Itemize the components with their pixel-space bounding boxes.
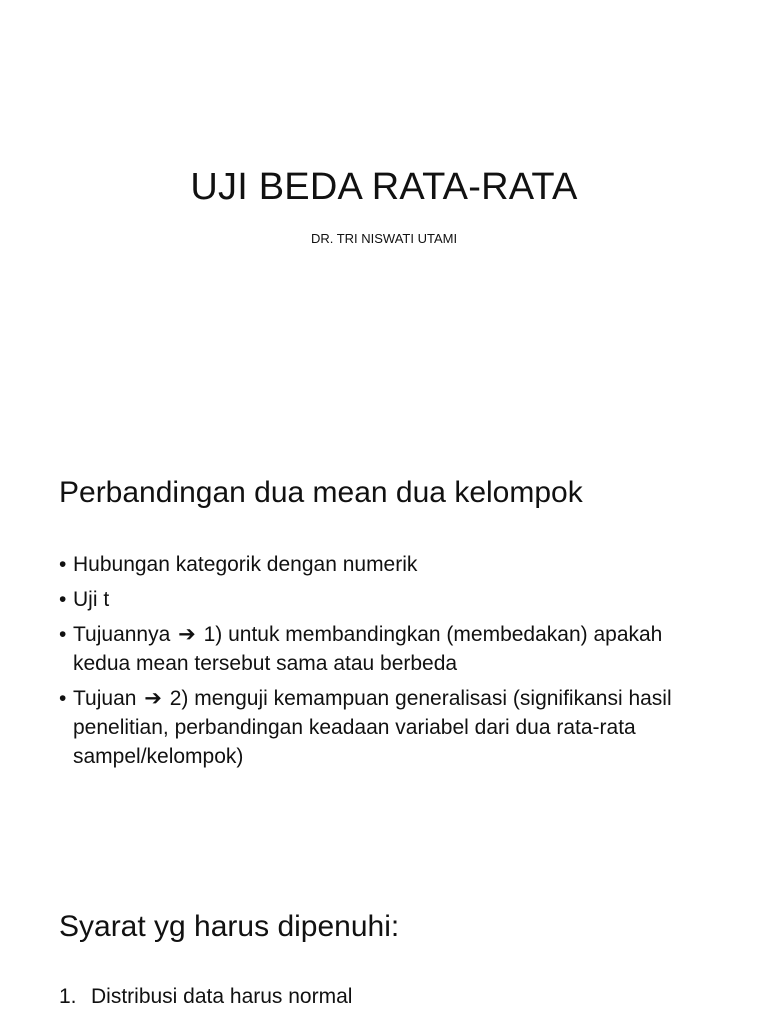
bullet-marker: • bbox=[59, 687, 67, 710]
numbered-list bbox=[59, 982, 719, 1017]
bullet-item bbox=[59, 620, 719, 678]
bullet-item bbox=[59, 684, 719, 771]
right-arrow-icon: ➔ bbox=[178, 623, 196, 646]
bullet-item bbox=[59, 550, 719, 579]
slide-heading: Perbandingan dua mean dua kelompok bbox=[59, 476, 583, 509]
bullet-marker: • bbox=[59, 623, 67, 646]
title-slide bbox=[0, 0, 768, 432]
slide-title: UJI BEDA RATA-RATA bbox=[190, 166, 578, 208]
bullet-lead: Tujuannya bbox=[73, 623, 171, 646]
bullet-marker: • bbox=[59, 553, 67, 576]
list-item bbox=[59, 982, 719, 1011]
bullet-text: 2) menguji kemampuan generalisasi (signifikansi hasil penelitian, perbandingan keadaan variabel dari dua rata-rata sampel/kelompok) bbox=[73, 687, 672, 768]
bullet-item bbox=[59, 585, 719, 614]
bullet-lead: Tujuan bbox=[73, 687, 137, 710]
list-number: 1. bbox=[59, 985, 77, 1008]
list-item-text: Distribusi data harus normal bbox=[91, 985, 353, 1008]
content-slide-comparison bbox=[0, 432, 768, 864]
bullet-text: 1) untuk membandingkan (membedakan) apakah kedua mean tersebut sama atau berbeda bbox=[73, 623, 663, 675]
bullet-marker: • bbox=[59, 588, 67, 611]
bullet-list bbox=[59, 550, 719, 777]
bullet-text: Uji t bbox=[73, 588, 110, 611]
content-slide-requirements bbox=[0, 864, 768, 1024]
slide-subtitle-author: DR. TRI NISWATI UTAMI bbox=[310, 231, 458, 246]
slide-heading: Syarat yg harus dipenuhi: bbox=[59, 910, 400, 943]
bullet-text: Hubungan kategorik dengan numerik bbox=[73, 553, 418, 576]
right-arrow-icon: ➔ bbox=[144, 687, 162, 710]
